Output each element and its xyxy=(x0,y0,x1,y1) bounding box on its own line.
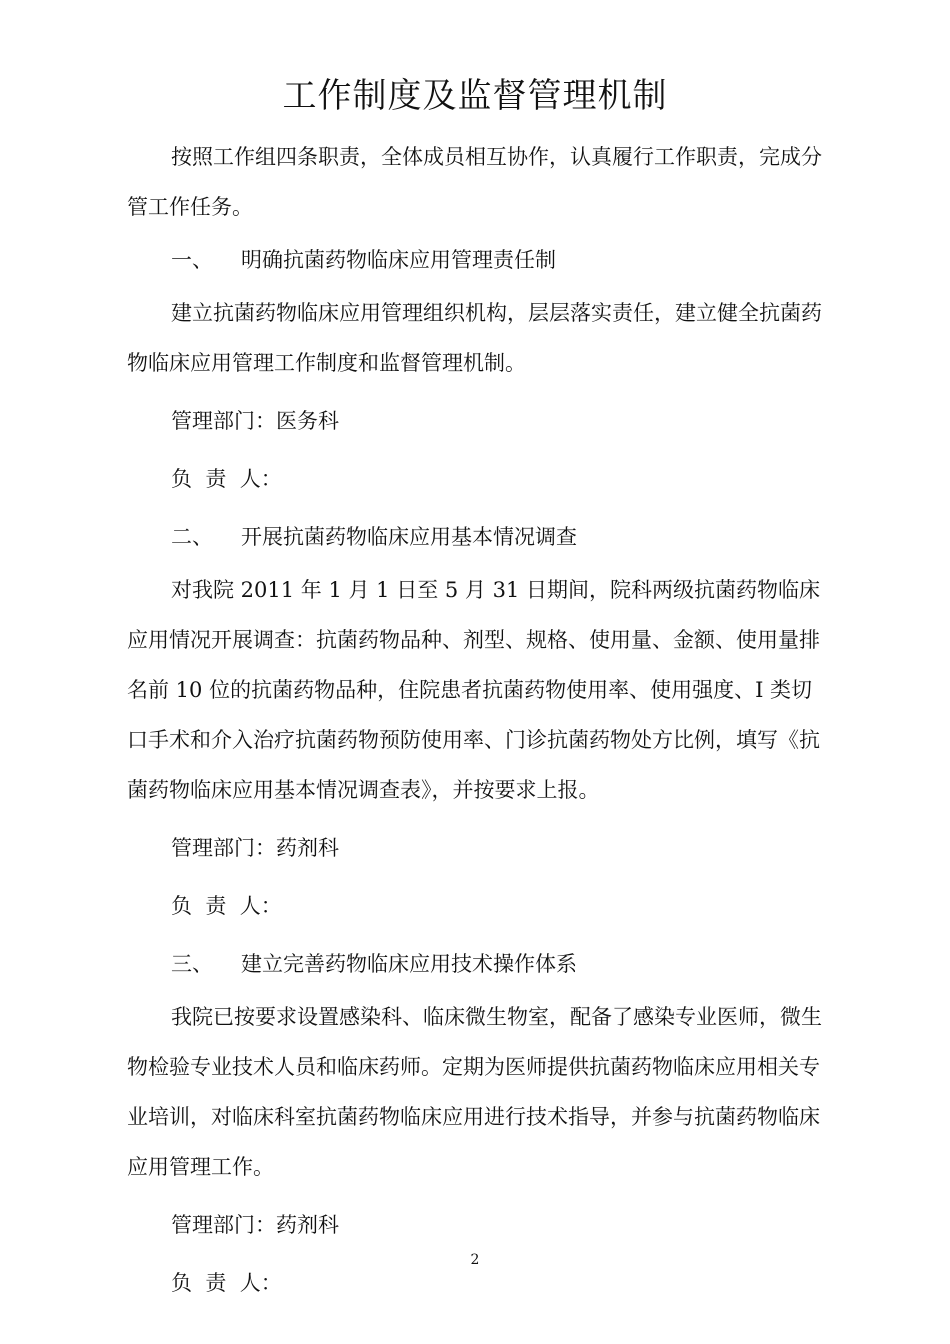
section-body-2: 对我院 2011 年 1 月 1 日至 5 月 31 日期间，院科两级抗菌药物临床应用情况开展调查：抗菌药物品种、剂型、规格、使用量、金额、使用量排名前 10 位的抗菌药物品种，住院患者抗菌药物使用率、使用强度、I 类切口手术和介入治疗抗菌药物预防使用率、门诊抗菌药物处方比例，填写《抗菌药物临床应用基本情况调查表》，并按要求上报。 xyxy=(127,578,820,802)
section-heading-2 xyxy=(127,512,827,562)
section-number-2: 二、 xyxy=(171,525,213,549)
section-heading-text-3: 建立完善药物临床应用技术操作体系 xyxy=(241,952,577,976)
section-body-3: 我院已按要求设置感染科、临床微生物室，配备了感染专业医师，微生物检验专业技术人员和临床药师。定期为医师提供抗菌药物临床应用相关专业培训，对临床科室抗菌药物临床应用进行技术指导，并参与抗菌药物临床应用管理工作。 xyxy=(127,1005,822,1179)
section-department-2: 管理部门：药剂科 xyxy=(171,836,339,860)
section-number-3: 三、 xyxy=(171,952,213,976)
section-number-1: 一、 xyxy=(171,248,213,272)
section-person-2: 负 责 人： xyxy=(171,894,282,918)
document-title: 工作制度及监督管理机制 xyxy=(282,76,668,116)
page-number: 2 xyxy=(470,1252,480,1268)
section-heading-1 xyxy=(127,235,827,285)
document-body xyxy=(127,132,827,1308)
section-heading-3 xyxy=(127,939,827,989)
section-heading-text-1: 明确抗菌药物临床应用管理责任制 xyxy=(241,248,556,272)
section-person-1: 负 责 人： xyxy=(171,467,282,491)
section-department-3: 管理部门：药剂科 xyxy=(171,1213,339,1237)
intro-paragraph: 按照工作组四条职责，全体成员相互协作，认真履行工作职责，完成分管工作任务。 xyxy=(127,145,822,219)
section-heading-text-2: 开展抗菌药物临床应用基本情况调查 xyxy=(241,525,577,549)
section-person-3: 负 责 人： xyxy=(171,1271,282,1295)
section-department-1: 管理部门：医务科 xyxy=(171,409,339,433)
section-body-1: 建立抗菌药物临床应用管理组织机构，层层落实责任，建立健全抗菌药物临床应用管理工作制度和监督管理机制。 xyxy=(127,301,822,375)
